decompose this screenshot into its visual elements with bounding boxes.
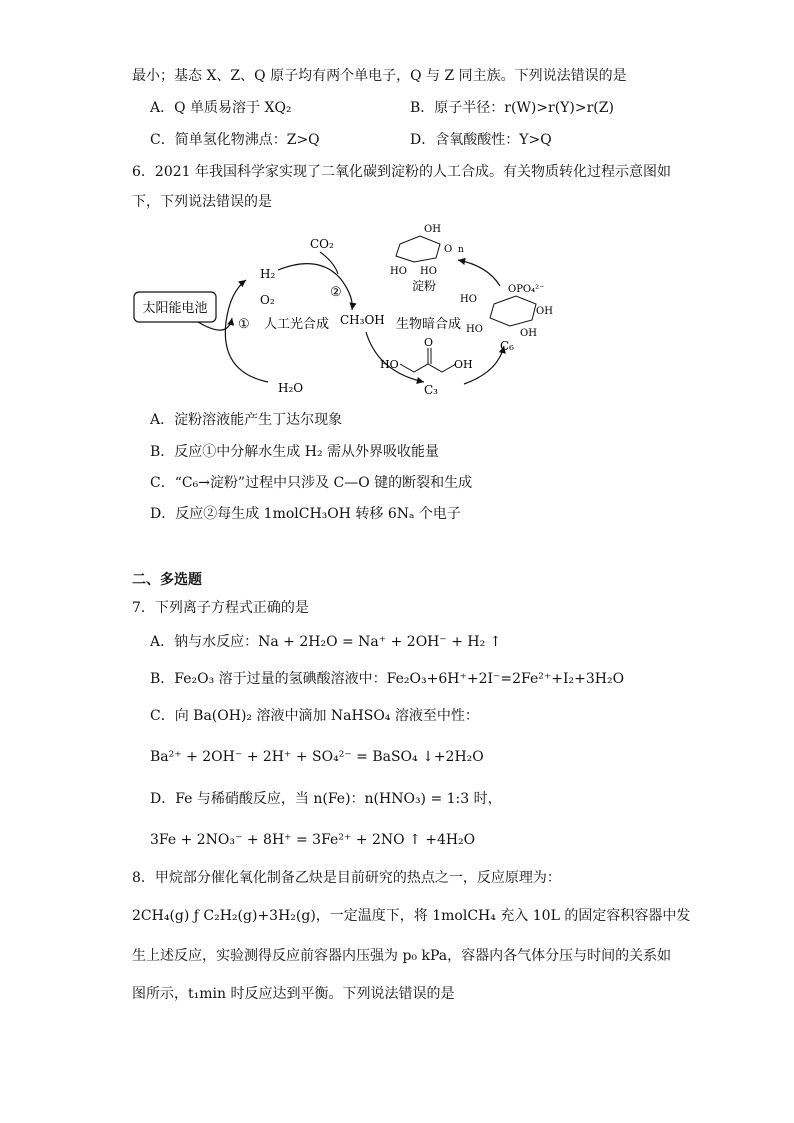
step-one-marker: ①	[238, 317, 250, 332]
step-two-marker: ②	[330, 285, 342, 300]
artificial-photosynthesis-label: 人工光合成	[264, 317, 330, 332]
q7-option-d: D．Fe 与稀硝酸反应，当 n(Fe)：n(HNO₃) = 1:3 时，	[150, 791, 502, 807]
c3-oh: OH	[454, 358, 473, 371]
h2-label: H₂	[260, 267, 276, 281]
c6-to-starch-arc	[458, 260, 500, 286]
co2-arrow	[320, 252, 338, 274]
c6-label: C₆	[500, 339, 514, 353]
methanol-to-c3-arc	[366, 332, 424, 382]
q6-stem-line1: 6．2021 年我国科学家实现了二氧化碳到淀粉的人工合成。有关物质转化过程示意图如	[132, 164, 671, 180]
q5-option-b: B．原子半径：r(W)>r(Y)>r(Z)	[410, 100, 614, 116]
q8-stem-line2: 2CH₄(g) ƒ C₂H₂(g)+3H₂(g)，一定温度下，将 1molCH₄ 充入 10L 的固定容积容器中发	[132, 908, 691, 924]
q7-option-a: A．钠与水反应：Na + 2H₂O = Na⁺ + 2OH⁻ + H₂ ↑	[150, 634, 502, 650]
q8-stem-line4: 图所示，t₁min 时反应达到平衡。下列说法错误的是	[132, 986, 455, 1002]
c3-ho: HO	[380, 358, 399, 371]
q6-option-d: D．反应②每生成 1molCH₃OH 转移 6Nₐ 个电子	[150, 506, 461, 522]
c6-ho-lower: HO	[466, 324, 483, 335]
h2o-label: H₂O	[278, 381, 304, 395]
c3-carbonyl-o: O	[424, 336, 434, 349]
q5-option-c: C．简单氢化物沸点：Z>Q	[150, 132, 320, 148]
starch-o-right: O	[444, 244, 453, 255]
q6-stem-line2: 下，下列说法错误的是	[132, 194, 272, 210]
c6-oh-right: OH	[536, 306, 553, 317]
q6-option-a: A．淀粉溶液能产生丁达尔现象	[150, 412, 343, 428]
q8-stem-line3: 生上述反应，实验测得反应前容器内压强为 p₀ kPa，容器内各气体分压与时间的关系如	[132, 948, 672, 964]
starch-synthesis-diagram	[128, 222, 568, 402]
q7-option-b: B．Fe₂O₃ 溶于过量的氢碘酸溶液中：Fe₂O₃+6H⁺+2I⁻=2Fe²⁺+I₂+3H₂O	[150, 671, 625, 687]
starch-ho-left: HO	[390, 266, 407, 277]
q5-stem-tail: 最小；基态 X、Z、Q 原子均有两个单电子，Q 与 Z 同主族。下列说法错误的是	[132, 68, 627, 84]
c6-opo-label: OPO₄²⁻	[508, 284, 545, 295]
q7-option-c: C．向 Ba(OH)₂ 溶液中滴加 NaHSO₄ 溶液至中性：	[150, 708, 479, 724]
methanol-label: CH₃OH	[340, 313, 385, 327]
starch-n-subscript: n	[458, 245, 464, 255]
starch-ring	[396, 236, 440, 262]
bio-dark-synthesis-label: 生物暗合成	[396, 317, 462, 332]
q7-option-c-equation: Ba²⁺ + 2OH⁻ + 2H⁺ + SO₄²⁻ = BaSO₄ ↓+2H₂O	[150, 749, 484, 765]
c6-ho-left: HO	[460, 294, 477, 305]
solar-cell-label: 太阳能电池	[142, 301, 208, 316]
c3-label: C₃	[424, 383, 438, 397]
o2-label: O₂	[260, 293, 275, 307]
section-heading: 二、多选题	[132, 572, 202, 588]
starch-ho-right: HO	[420, 266, 437, 277]
q5-option-a: A．Q 单质易溶于 XQ₂	[150, 100, 292, 116]
q6-option-c: C．“C₆→淀粉”过程中只涉及 C—O 键的断裂和生成	[150, 475, 473, 491]
co2-label: CO₂	[310, 237, 334, 251]
c6-oh-bottom: OH	[520, 328, 537, 339]
q7-stem: 7．下列离子方程式正确的是	[132, 600, 309, 616]
starch-oh-top: OH	[424, 224, 441, 235]
q8-stem-line1: 8．甲烷部分催化氧化制备乙炔是目前研究的热点之一，反应原理为：	[132, 870, 561, 886]
q6-option-b: B．反应①中分解水生成 H₂ 需从外界吸收能量	[150, 444, 440, 460]
c3-skeleton	[400, 364, 456, 372]
starch-label: 淀粉	[412, 279, 437, 293]
q7-option-d-equation: 3Fe + 2NO₃⁻ + 8H⁺ = 3Fe²⁺ + 2NO ↑ +4H₂O	[150, 832, 476, 848]
c6-ring	[490, 296, 536, 326]
q5-option-d: D．含氧酸酸性：Y>Q	[410, 132, 552, 148]
